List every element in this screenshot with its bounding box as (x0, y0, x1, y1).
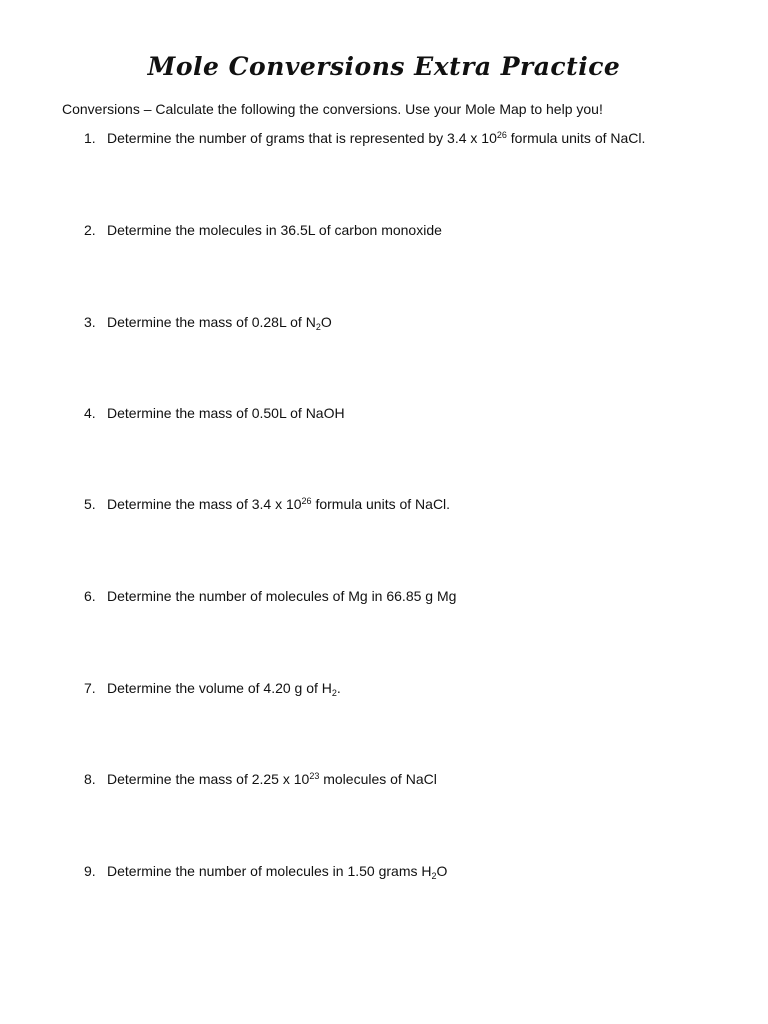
instructions-text: Conversions – Calculate the following the conversions. Use your Mole Map to help you! (62, 101, 603, 117)
question-item (84, 129, 645, 147)
question-text-segment: Determine the mass of 0.28L of N (107, 314, 316, 330)
question-item (84, 221, 442, 239)
question-item (84, 495, 450, 513)
superscript-exponent: 23 (309, 771, 320, 781)
question-item (84, 770, 437, 788)
question-text (107, 314, 332, 330)
question-text-segment: molecules of NaCl (319, 771, 437, 787)
question-text-segment: Determine the mass of 3.4 x 10 (107, 496, 302, 512)
question-text (107, 496, 450, 512)
subscript-digit: 2 (315, 322, 321, 332)
question-text-segment: Determine the mass of 0.50L of NaOH (107, 405, 345, 421)
question-number: 8. (84, 771, 96, 787)
question-text-segment: O (320, 314, 332, 330)
question-number: 2. (84, 222, 96, 238)
question-item (84, 404, 345, 422)
question-number: 9. (84, 863, 96, 879)
question-text-segment: Determine the volume of 4.20 g of H (107, 680, 332, 696)
question-text (107, 130, 645, 146)
question-text (107, 863, 447, 879)
subscript-digit: 2 (331, 688, 337, 698)
question-text-segment: O (436, 863, 448, 879)
question-number: 7. (84, 680, 96, 696)
question-text-segment: Determine the number of grams that is represented by 3.4 x 10 (107, 130, 497, 146)
question-number: 5. (84, 496, 96, 512)
question-text (107, 405, 345, 421)
question-number: 3. (84, 314, 96, 330)
question-number: 4. (84, 405, 96, 421)
question-item (84, 587, 456, 605)
question-text-segment: Determine the mass of 2.25 x 10 (107, 771, 310, 787)
question-text (107, 588, 456, 604)
page-title: Mole Conversions Extra Practice (147, 52, 621, 81)
question-text (107, 680, 341, 696)
question-number: 6. (84, 588, 96, 604)
question-text (107, 222, 442, 238)
question-text (107, 771, 437, 787)
question-item (84, 862, 447, 880)
question-number: 1. (84, 130, 96, 146)
question-text-segment: formula units of NaCl. (506, 130, 646, 146)
question-text-segment: Determine the number of molecules of Mg in 66.85 g Mg (107, 588, 457, 604)
question-item (84, 313, 332, 331)
question-item (84, 679, 341, 697)
question-text-segment: . (336, 680, 341, 696)
question-text-segment: formula units of NaCl. (311, 496, 451, 512)
superscript-exponent: 26 (496, 130, 507, 140)
subscript-digit: 2 (431, 871, 437, 881)
question-text-segment: Determine the number of molecules in 1.50 grams H (107, 863, 432, 879)
question-text-segment: Determine the molecules in 36.5L of carbon monoxide (107, 222, 442, 238)
superscript-exponent: 26 (301, 496, 312, 506)
